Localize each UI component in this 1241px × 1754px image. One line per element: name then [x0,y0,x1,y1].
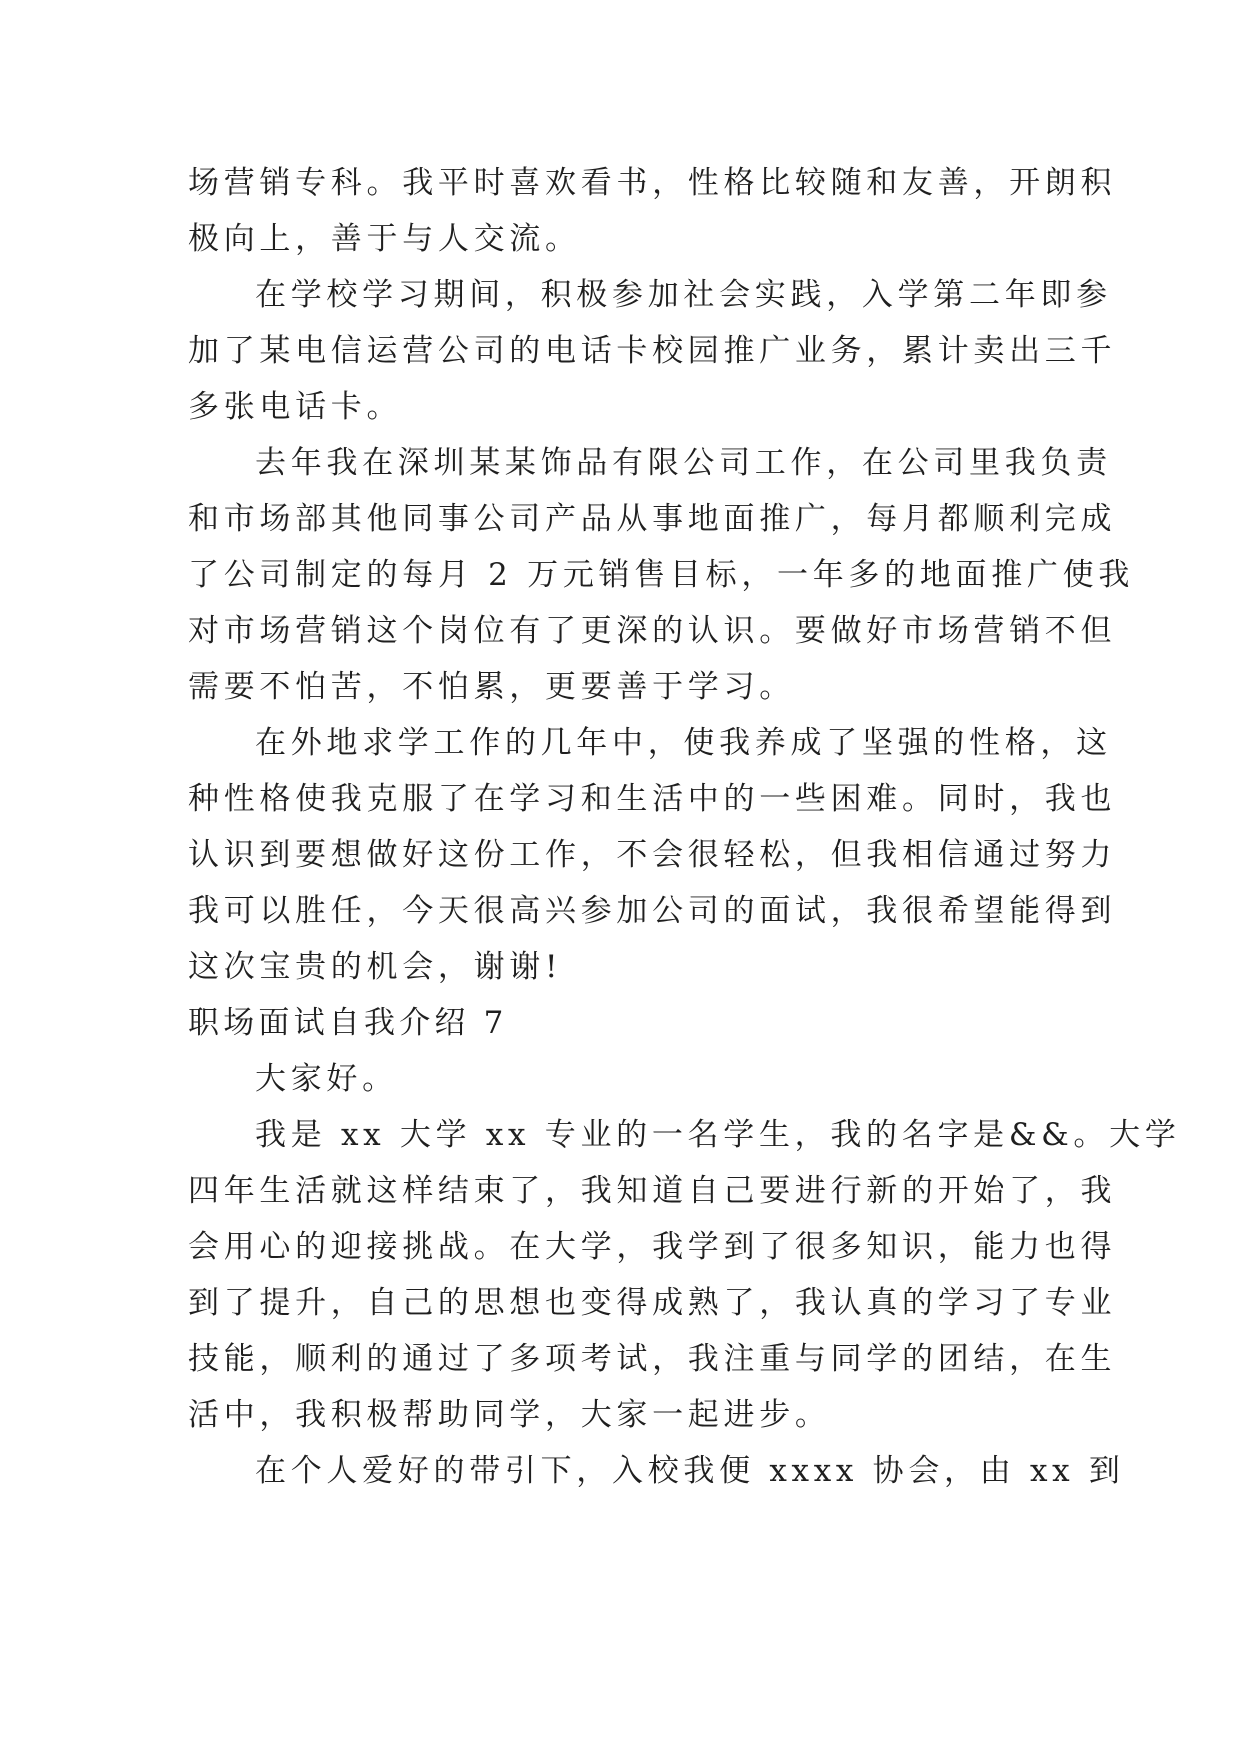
paragraph-start-line: 大家好。 [255,1061,398,1097]
body-line: 会用心的迎接挑战。在大学，我学到了很多知识，能力也得 [188,1229,1117,1265]
paragraph-start-line: 在外地求学工作的几年中，使我养成了坚强的性格，这 [255,725,1112,761]
body-line: 种性格使我克服了在学习和生活中的一些困难。同时，我也 [188,781,1117,817]
body-line: 极向上，善于与人交流。 [188,221,581,257]
body-line: 这次宝贵的机会，谢谢! [188,949,563,985]
body-line: 需要不怕苦，不怕累，更要善于学习。 [188,669,795,705]
paragraph-start-line: 在个人爱好的带引下，入校我便 xxxx 协会，由 xx 到 [255,1453,1125,1489]
paragraph-start-line: 去年我在深圳某某饰品有限公司工作，在公司里我负责 [255,445,1112,481]
body-line: 技能，顺利的通过了多项考试，我注重与同学的团结，在生 [188,1341,1117,1377]
body-line: 活中，我积极帮助同学，大家一起进步。 [188,1397,831,1433]
document-body [188,155,1181,1499]
body-line: 多张电话卡。 [188,389,403,425]
body-line: 到了提升，自己的思想也变得成熟了，我认真的学习了专业 [188,1285,1117,1321]
body-line: 加了某电信运营公司的电话卡校园推广业务，累计卖出三千 [188,333,1117,369]
paragraph-start-line: 我是 xx 大学 xx 专业的一名学生，我的名字是&&。大学 [255,1117,1181,1153]
body-line: 场营销专科。我平时喜欢看书，性格比较随和友善，开朗积 [188,165,1117,201]
body-line: 了公司制定的每月 2 万元销售目标，一年多的地面推广使我 [188,557,1135,593]
body-line: 和市场部其他同事公司产品从事地面推广，每月都顺利完成 [188,501,1117,537]
body-line: 对市场营销这个岗位有了更深的认识。要做好市场营销不但 [188,613,1117,649]
body-line: 我可以胜任，今天很高兴参加公司的面试，我很希望能得到 [188,893,1117,929]
paragraph-start-line: 在学校学习期间，积极参加社会实践，入学第二年即参 [255,277,1112,313]
body-line: 认识到要想做好这份工作，不会很轻松，但我相信通过努力 [188,837,1117,873]
body-line: 四年生活就这样结束了，我知道自己要进行新的开始了，我 [188,1173,1117,1209]
section-heading: 职场面试自我介绍 7 [188,1005,508,1041]
